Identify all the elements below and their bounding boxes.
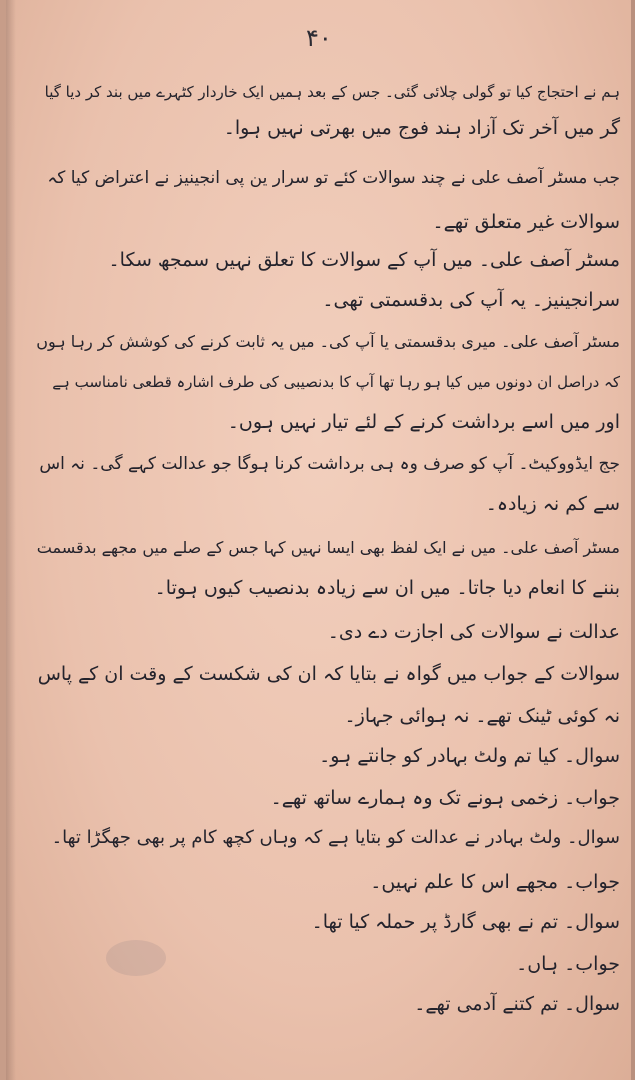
text-line: کہ دراصل ان دونوں میں کیا ہو رہا تھا آپ کا بدنصیبی کی طرف اشارہ قطعی نامناسب ہے — [52, 373, 620, 391]
text-line: سوال۔ تم نے بھی گارڈ پر حملہ کیا تھا۔ — [311, 911, 620, 933]
text-line: جواب۔ ہاں۔ — [516, 953, 620, 975]
text-line: مسٹر آصف علی۔ میری بدقسمتی یا آپ کی۔ میں یہ ثابت کرنے کی کوشش کر رہا ہوں — [36, 332, 620, 351]
text-line: نہ کوئی ٹینک تھے۔ نہ ہوائی جہاز۔ — [344, 705, 620, 727]
text-line: جج ایڈووکیٹ۔ آپ کو صرف وہ ہی برداشت کرنا ہوگا جو عدالت کہے گی۔ نہ اس — [39, 454, 620, 474]
text-line: ہم نے احتجاج کیا تو گولی چلائی گئی۔ جس کے بعد ہمیں ایک خاردار کٹہرے میں بند کر دیا گیا — [44, 83, 620, 101]
text-line: بننے کا انعام دیا جاتا۔ میں ان سے زیادہ بدنصیب کیوں ہوتا۔ — [154, 577, 620, 599]
text-line: اور میں اسے برداشت کرنے کے لئے تیار نہیں ہوں۔ — [227, 411, 620, 433]
text-line: سے کم نہ زیادہ۔ — [485, 493, 620, 515]
text-line: گر میں آخر تک آزاد ہند فوج میں بھرتی نہیں ہوا۔ — [223, 117, 620, 139]
text-line: جواب۔ زخمی ہونے تک وہ ہمارے ساتھ تھے۔ — [270, 787, 620, 809]
text-line: سرانجینیز۔ یہ آپ کی بدقسمتی تھی۔ — [322, 289, 620, 311]
text-line: سوال۔ تم کتنے آدمی تھے۔ — [414, 993, 620, 1015]
text-line: جواب۔ مجھے اس کا علم نہیں۔ — [370, 871, 620, 893]
text-line: سوال۔ کیا تم ولٹ بہادر کو جانتے ہو۔ — [319, 745, 620, 767]
text-line: جب مسٹر آصف علی نے چند سوالات کئے تو سرار ین پی انجینیز نے اعتراض کیا کہ — [47, 168, 620, 188]
page-fold-shadow — [6, 0, 16, 1080]
text-line: عدالت نے سوالات کی اجازت دے دی۔ — [327, 621, 620, 643]
text-line: سوالات کے جواب میں گواہ نے بتایا کہ ان کی شکست کے وقت ان کے پاس — [37, 663, 620, 685]
paper-smudge — [106, 940, 166, 976]
text-line: مسٹر آصف علی۔ میں آپ کے سوالات کا تعلق نہیں سمجھ سکا۔ — [108, 249, 620, 271]
text-line: سوال۔ ولٹ بہادر نے عدالت کو بتایا ہے کہ وہاں کچھ کام پر بھی جھگڑا تھا۔ — [51, 827, 620, 848]
text-line: سوالات غیر متعلق تھے۔ — [432, 211, 620, 233]
text-line: مسٹر آصف علی۔ میں نے ایک لفظ بھی ایسا نہیں کہا جس کے صلے میں مجھے بدقسمت — [36, 538, 620, 557]
page-number: ۴۰ — [306, 24, 332, 52]
